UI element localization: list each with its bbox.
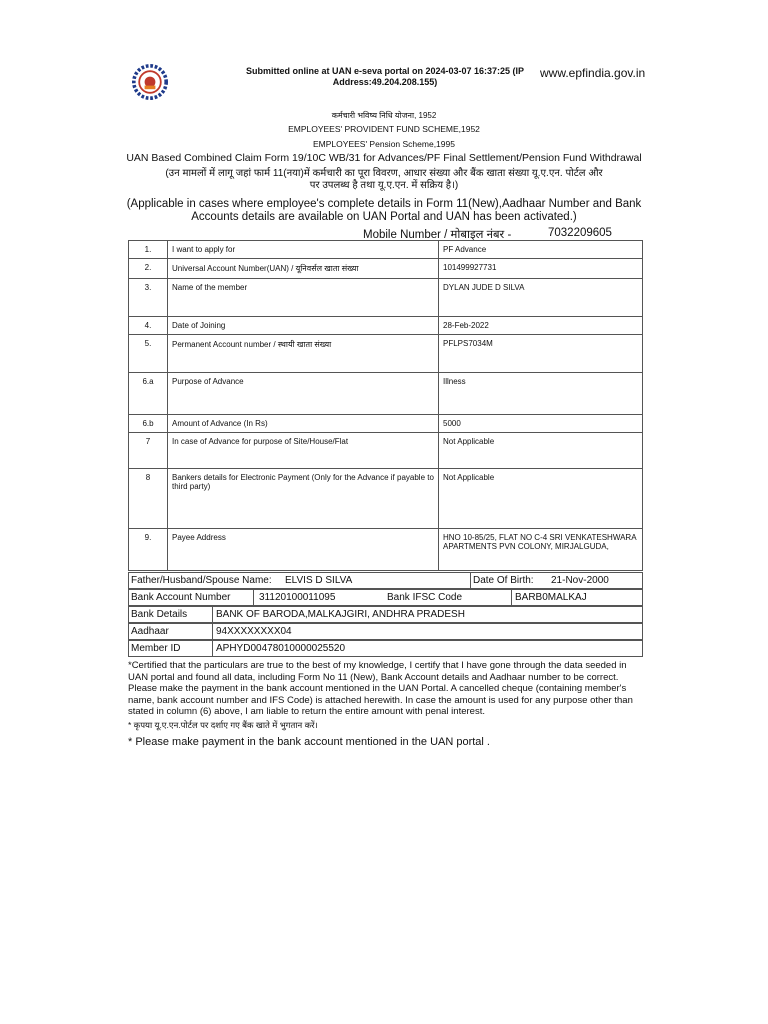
submission-info: Submitted online at UAN e-seva portal on 2024-03-07 16:37:25 (IP Address:49.204.208.155)	[245, 66, 525, 87]
row-number: 6.b	[129, 415, 168, 433]
row-number: 3.	[129, 279, 168, 317]
website-url[interactable]: www.epfindia.gov.in	[540, 66, 646, 80]
row-label: Purpose of Advance	[168, 373, 439, 415]
row-number: 4.	[129, 317, 168, 335]
row-label: Universal Account Number(UAN) / यूनिवर्सल खाता संख्या	[168, 259, 439, 279]
father-name-label: Father/Husband/Spouse Name:	[131, 575, 272, 586]
row-value: HNO 10-85/25, FLAT NO C-4 SRI VENKATESHWARA APARTMENTS PVN COLONY, MIRJALGUDA,	[439, 529, 643, 571]
row-number: 8	[129, 469, 168, 529]
applicability-note: (Applicable in cases where employee's complete details in Form 11(New),Aadhaar Number and Bank Accounts details are available on UAN Portal and UAN has been activated.)	[126, 198, 642, 223]
aadhaar-label: Aadhaar	[131, 626, 169, 637]
row-number: 5.	[129, 335, 168, 373]
row-value: DYLAN JUDE D SILVA	[439, 279, 643, 317]
father-dob-row	[128, 572, 643, 589]
bank-account-row	[128, 589, 643, 606]
row-number: 2.	[129, 259, 168, 279]
eps-scheme-title: EMPLOYEES' Pension Scheme,1995	[313, 139, 455, 149]
row-label: Bankers details for Electronic Payment (Only for the Advance if payable to third party)	[168, 469, 439, 529]
table-row	[129, 529, 643, 571]
ifsc-label: Bank IFSC Code	[387, 592, 463, 603]
row-label: Payee Address	[168, 529, 439, 571]
father-name-value: ELVIS D SILVA	[285, 575, 353, 586]
dob-label: Date Of Birth:	[473, 575, 534, 586]
table-row	[129, 469, 643, 529]
table-row	[129, 317, 643, 335]
bank-details-row	[128, 606, 643, 623]
row-value: 28-Feb-2022	[439, 317, 643, 335]
table-row	[129, 433, 643, 469]
row-label: Permanent Account number / स्थायी खाता संख्या	[168, 335, 439, 373]
row-value: Illness	[439, 373, 643, 415]
bank-account-value: 31120100011095	[259, 592, 336, 603]
row-value: 101499927731	[439, 259, 643, 279]
row-value: Not Applicable	[439, 433, 643, 469]
row-value: 5000	[439, 415, 643, 433]
epfo-logo	[132, 64, 168, 100]
mobile-number-label: Mobile Number / मोबाइल नंबर -	[363, 229, 512, 241]
row-label: Amount of Advance (In Rs)	[168, 415, 439, 433]
row-label: I want to apply for	[168, 241, 439, 259]
form-title: UAN Based Combined Claim Form 19/10C WB/31 for Advances/PF Final Settlement/Pension Fund Withdrawal	[126, 152, 642, 164]
epf-scheme-title: EMPLOYEES' PROVIDENT FUND SCHEME,1952	[288, 124, 480, 134]
ifsc-value: BARB0MALKAJ	[515, 592, 587, 603]
member-id-label: Member ID	[131, 643, 181, 654]
table-row	[129, 373, 643, 415]
row-number: 1.	[129, 241, 168, 259]
row-number: 9.	[129, 529, 168, 571]
member-id-value: APHYD00478010000025520	[216, 643, 345, 654]
aadhaar-row	[128, 623, 643, 640]
bank-account-label: Bank Account Number	[131, 592, 231, 603]
table-row	[129, 335, 643, 373]
row-label: Name of the member	[168, 279, 439, 317]
payment-note: * Please make payment in the bank account mentioned in the UAN portal .	[128, 736, 490, 748]
mobile-number-value: 7032209605	[548, 227, 612, 239]
row-number: 7	[129, 433, 168, 469]
hindi-applicability-note: (उन मामलों में लागू जहां फार्म 11(नया)में कर्मचारी का पूरा विवरण, आधार संख्या और बैंक खाता संख्या यू.ए.एन. पोर्टल और पर उपलब्ध है तथा यू.ए.एन. में सक्रिय है।)	[165, 168, 603, 191]
table-row	[129, 259, 643, 279]
row-label: In case of Advance for purpose of Site/House/Flat	[168, 433, 439, 469]
certification-text: *Certified that the particulars are true to the best of my knowledge, I certify that I have gone through the data seeded in UAN portal and found all data, including Form No 11 (New), Bank Account details and Aadhaar number to be correct. Please make the payment in the bank account mentioned in the UAN Portal. A cancelled cheque (containing member's name, bank account number and IFS Code) is attached herewith. In case the amount is used for any purpose other than stated in column (6) above, I am liable to return the entire amount with penal interest.	[128, 660, 633, 717]
row-value: Not Applicable	[439, 469, 643, 529]
table-row	[129, 241, 643, 259]
member-id-row	[128, 640, 643, 657]
bank-details-value: BANK OF BARODA,MALKAJGIRI, ANDHRA PRADESH	[216, 609, 465, 620]
bank-details-label: Bank Details	[131, 609, 188, 620]
hindi-payment-note: * कृपया यू.ए.एन.पोर्टल पर दर्शाए गए बैंक खाते में भुगतान करें।	[128, 720, 318, 730]
table-row	[129, 279, 643, 317]
table-row	[129, 415, 643, 433]
dob-value: 21-Nov-2000	[551, 575, 609, 586]
row-label: Date of Joining	[168, 317, 439, 335]
hindi-scheme-title: कर्मचारी भविष्य निधि योजना, 1952	[331, 111, 437, 120]
row-value: PFLPS7034M	[439, 335, 643, 373]
row-value: PF Advance	[439, 241, 643, 259]
aadhaar-value: 94XXXXXXXX04	[216, 626, 292, 637]
claim-details-table	[128, 240, 643, 571]
row-number: 6.a	[129, 373, 168, 415]
